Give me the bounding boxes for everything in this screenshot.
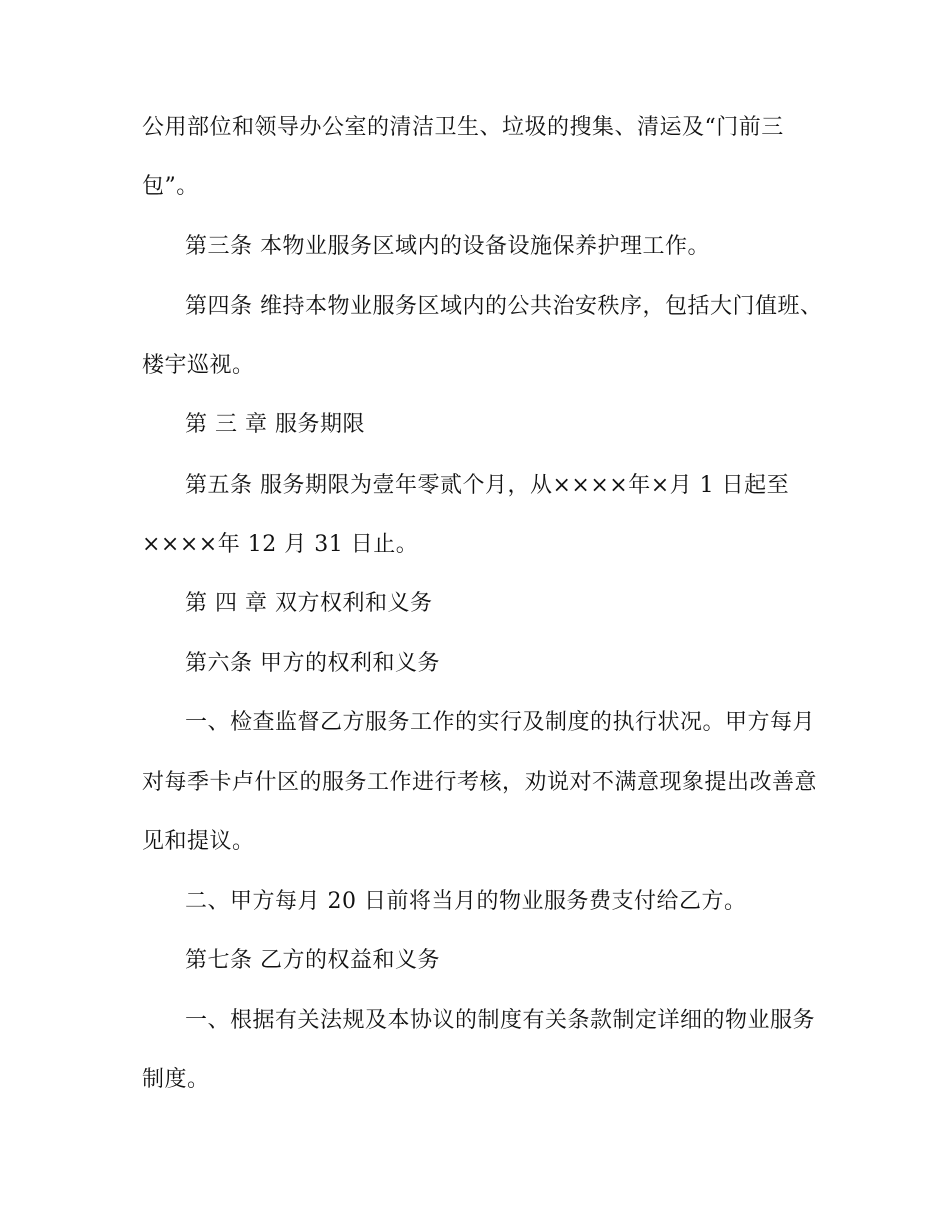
clause-3: 第三条 本物业服务区域内的设备设施保养护理工作。 [185, 234, 710, 259]
item-1: 一、检查监督乙方服务工作的实行及制度的执行状况。甲方每月 [185, 710, 816, 735]
text-line: ××××年 12 月 31 日止。 [142, 532, 419, 557]
item-1: 一、根据有关法规及本协议的制度有关条款制定详细的物业服务 [185, 1008, 816, 1033]
clause-6: 第六条 甲方的权利和义务 [185, 651, 440, 676]
text-line: 包”。 [142, 174, 199, 199]
chapter-heading: 第 四 章 双方权利和义务 [185, 591, 433, 616]
text-line: 楼宇巡视。 [142, 353, 255, 378]
chapter-heading: 第 三 章 服务期限 [185, 412, 365, 437]
text-line: 公用部位和领导办公室的清洁卫生、垃圾的搜集、清运及“门前三 [142, 115, 784, 140]
clause-4: 第四条 维持本物业服务区域内的公共治安秩序，包括大门值班、 [185, 294, 823, 319]
text-line: 见和提议。 [142, 829, 255, 854]
item-2: 二、甲方每月 20 日前将当月的物业服务费支付给乙方。 [185, 889, 747, 914]
clause-7: 第七条 乙方的权益和义务 [185, 948, 440, 973]
text-line: 对每季卡卢什区的服务工作进行考核，劝说对不满意现象提出改善意 [142, 770, 818, 795]
text-line: 制度。 [142, 1067, 210, 1092]
clause-5: 第五条 服务期限为壹年零贰个月，从××××年×月 1 日起至 [185, 473, 790, 498]
